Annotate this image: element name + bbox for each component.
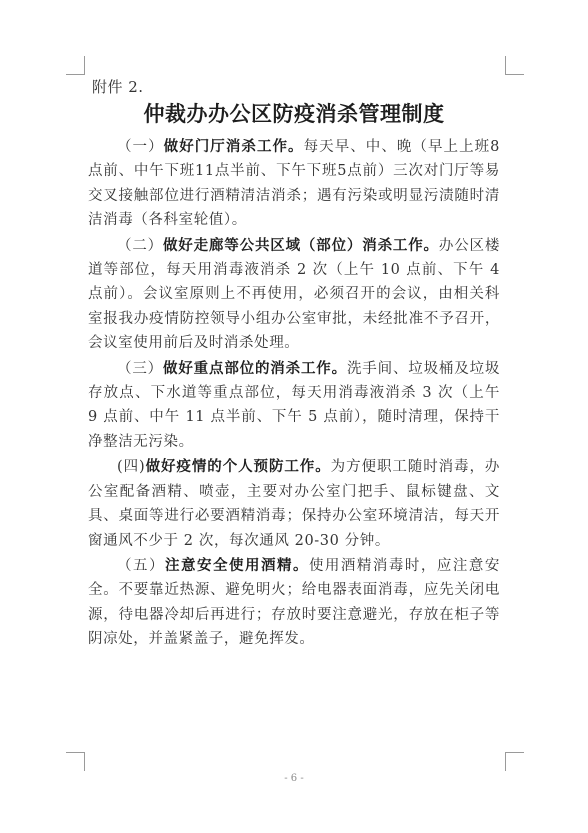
section-1-heading: 做好门厅消杀工作。 bbox=[163, 138, 304, 155]
section-5-body: 使用酒精消毒时，应注意安全。不要靠近热源、避免明火；给电器表面消毒，应先关闭电源，待电器冷却后再进行；存放时要注意避光，存放在柜子等阴凉处，并盖紧盖子，避免挥发。 bbox=[88, 557, 500, 648]
section-5-paragraph bbox=[88, 554, 500, 652]
section-4-number: (四) bbox=[117, 459, 146, 476]
section-3-number: （三） bbox=[117, 360, 163, 377]
section-4-heading: 做好疫情的个人预防工作。 bbox=[145, 458, 331, 476]
section-2-body: 办公区楼道等部位，每天用消毒液消杀 2 次（上午 10 点前、下午 4 点前）。会议室原则上不再使用，必须召开的会议，由相关科室报我办疫情防控领导小组办公室审批，未经批准不予召开，会议室使用前后及时消杀处理。 bbox=[88, 237, 500, 352]
section-5-number: （五） bbox=[117, 557, 165, 574]
section-1-number: （一） bbox=[117, 139, 164, 155]
crop-mark-bottom-left bbox=[66, 752, 85, 771]
section-2-heading: 做好走廊等公共区域（部位）消杀工作。 bbox=[162, 236, 439, 254]
section-4-paragraph bbox=[88, 455, 500, 553]
section-5-heading: 注意安全使用酒精。 bbox=[164, 556, 309, 574]
section-1-paragraph bbox=[88, 135, 500, 233]
crop-mark-top-left bbox=[66, 56, 85, 75]
section-1-body: 每天早、中、晚（早上上班8点前、中午下班11点半前、下午下班5点前）三次对门厅等易交叉接触部位进行酒精清洁消杀；遇有污染或明显污渍随时清洁消毒（各科室轮值）。 bbox=[88, 139, 500, 229]
page-number: - 6 - bbox=[284, 773, 304, 784]
section-2-paragraph bbox=[88, 234, 500, 356]
crop-mark-top-right bbox=[505, 56, 524, 75]
section-2-number: （二） bbox=[117, 237, 163, 254]
document-title: 仲裁办办公区防疫消杀管理制度 bbox=[143, 102, 445, 126]
document-body bbox=[88, 135, 500, 653]
attachment-label: 附件 2. bbox=[92, 78, 144, 96]
crop-mark-bottom-right bbox=[505, 752, 524, 771]
section-3-heading: 做好重点部位的消杀工作。 bbox=[163, 359, 347, 377]
section-4-body: 为方便职工随时消毒，办公室配备酒精、喷壶，主要对办公室门把手、鼠标键盘、文具、桌面等进行必要酒精消毒；保持办公室环境清洁，每天开窗通风不少于 2 次，每次通风 20-30 分钟。 bbox=[88, 459, 500, 549]
section-3-body: 洗手间、垃圾桶及垃圾存放点、下水道等重点部位，每天用消毒液消杀 3 次（上午 9 点前、中午 11 点半前、下午 5 点前），随时清理，保持干净整洁无污染。 bbox=[88, 360, 501, 450]
section-3-paragraph bbox=[88, 357, 500, 455]
